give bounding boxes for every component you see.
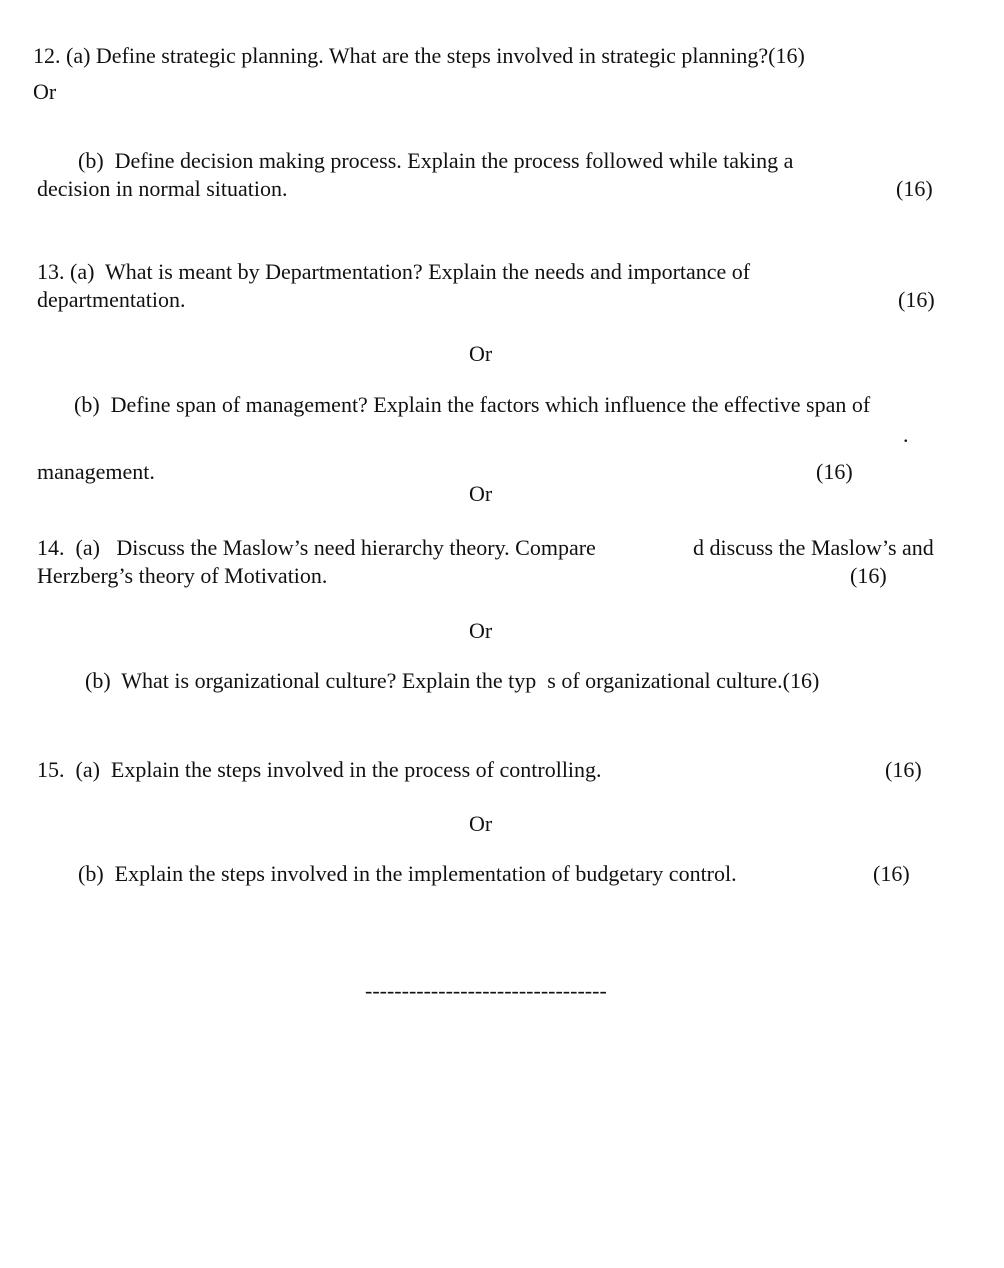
q15-part-a-marks: (16) [885,757,922,782]
q15-part-b-marks: (16) [873,861,910,886]
q13-part-a-line1: 13. (a) What is meant by Departmentation? Explain the needs and importance of [37,259,751,284]
q13-stray-dot: . [903,422,909,447]
q13-or: Or [469,341,493,366]
end-of-paper-rule: --------------------------------- [365,978,607,1003]
q14-or: Or [469,618,493,643]
q14-part-b: (b) What is organizational culture? Explain the typ s of organizational culture.(16) [85,668,820,693]
q13-part-a-marks: (16) [898,287,935,312]
q12-part-a: 12. (a) Define strategic planning. What are the steps involved in strategic planning?(16) [33,43,805,68]
q12-part-b-marks: (16) [896,176,933,201]
q14-part-a-line1-left: 14. (a) Discuss the Maslow’s need hierarchy theory. Compare [37,535,596,560]
q13-part-b-line1: (b) Define span of management? Explain the factors which influence the effective span of [74,392,871,417]
q15-or: Or [469,811,493,836]
q13-part-b-line2: management. [37,459,155,484]
q15-part-a: 15. (a) Explain the steps involved in the process of controlling. [37,757,602,782]
q13-part-b-marks: (16) [816,459,853,484]
q14-part-a-line2: Herzberg’s theory of Motivation. [37,563,328,588]
q13-trailing-or: Or [469,481,493,506]
q14-part-a-marks: (16) [850,563,887,588]
q13-part-a-line2: departmentation. [37,287,186,312]
q12-or: Or [33,79,57,104]
q15-part-b: (b) Explain the steps involved in the implementation of budgetary control. [78,861,737,886]
q14-part-a-line1-right: d discuss the Maslow’s and [693,535,934,560]
q12-part-b-line2: decision in normal situation. [37,176,288,201]
q12-part-b-line1: (b) Define decision making process. Explain the process followed while taking a [78,148,794,173]
